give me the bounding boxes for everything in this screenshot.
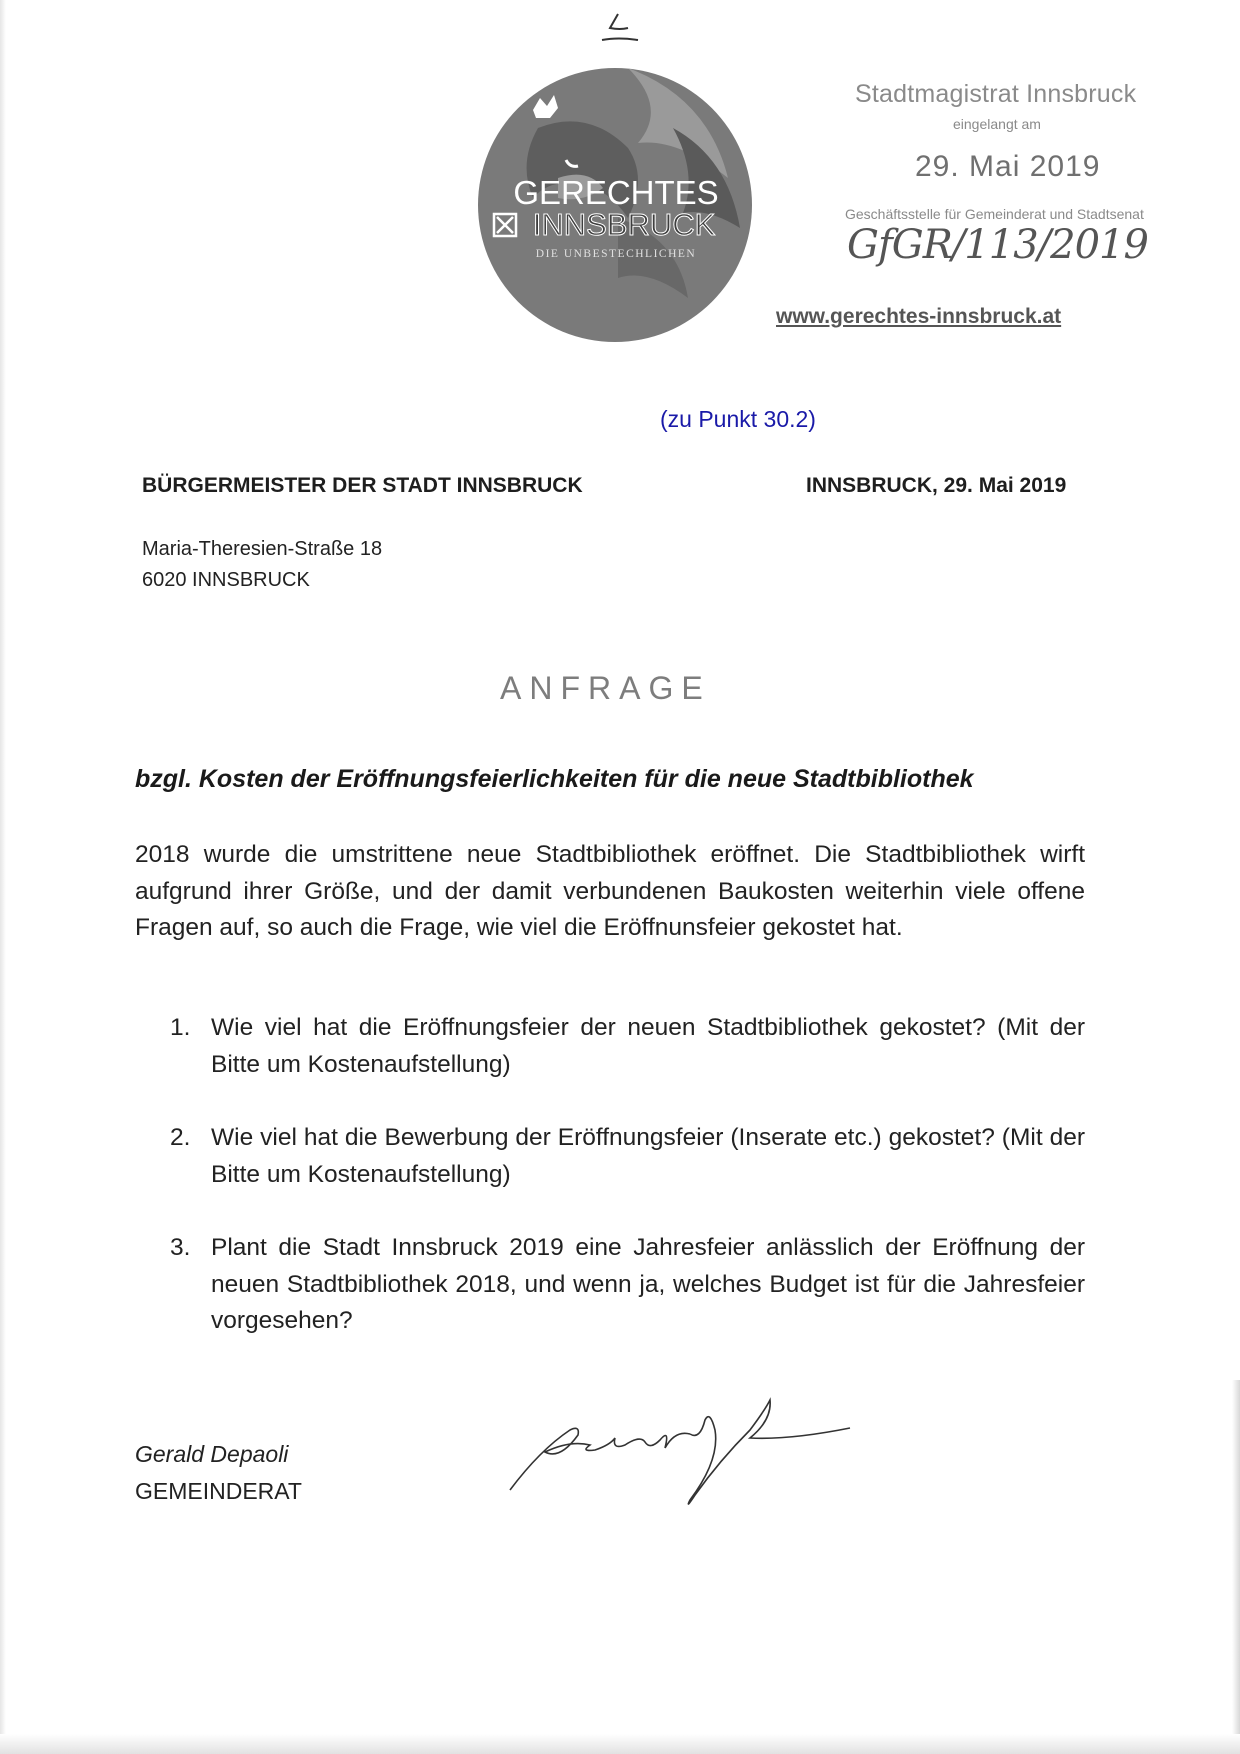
svg-text:INNSBRUCK: INNSBRUCK (532, 207, 716, 242)
page-edge-shadow (1232, 1380, 1240, 1754)
question-item (170, 1120, 1085, 1193)
address-city: 6020 INNSBRUCK (142, 569, 310, 591)
handwritten-mark (598, 10, 642, 46)
svg-text:DIE UNBESTECHLICHEN: DIE UNBESTECHLICHEN (535, 248, 697, 260)
page-edge-shadow (0, 1734, 1240, 1754)
recipient-title: BÜRGERMEISTER DER STADT INNSBRUCK (142, 474, 583, 497)
recipient-address (142, 534, 382, 596)
website-link[interactable]: www.gerechtes-innsbruck.at (776, 305, 1062, 328)
question-item (170, 1010, 1085, 1083)
stamp-reference: GfGR/113/2019 (847, 222, 1148, 268)
page-edge-shadow (0, 0, 6, 1754)
question-text: Wie viel hat die Eröffnungsfeier der neuen Stadtbibliothek gekostet? (Mit der Bitte um Kostenaufstellung) (211, 1014, 1085, 1078)
question-number: 3. (170, 1234, 191, 1261)
document-title: ANFRAGE (500, 670, 711, 706)
stamp-date: 29. Mai 2019 (915, 150, 1101, 183)
party-logo (478, 68, 752, 342)
signer-name: Gerald Depaoli (135, 1441, 289, 1467)
question-number: 2. (170, 1124, 191, 1151)
svg-text:GERECHTES: GERECHTES (513, 174, 719, 211)
signer-role: GEMEINDERAT (135, 1478, 302, 1504)
stamp-office: Geschäftsstelle für Gemeinderat und Stadtsenat (845, 206, 1144, 222)
stamp-received-label: eingelangt am (953, 116, 1041, 132)
stamp-organization: Stadtmagistrat Innsbruck (855, 80, 1137, 108)
address-street: Maria-Theresien-Straße 18 (142, 538, 383, 560)
handwritten-signature (500, 1390, 860, 1520)
question-number: 1. (170, 1014, 191, 1041)
reference-note: (zu Punkt 30.2) (660, 406, 816, 432)
question-text: Plant die Stadt Innsbruck 2019 eine Jahresfeier anlässlich der Eröffnung der neuen Stadtbibliothek 2018, und wenn ja, welches Budget ist für die Jahresfeier vorgesehen? (211, 1234, 1085, 1334)
intro-paragraph: 2018 wurde die umstrittene neue Stadtbibliothek eröffnet. Die Stadtbibliothek wirft aufgrund ihrer Größe, und der damit verbundenen Baukosten weiterhin viele offene Fragen auf, so auch die Frage, wie viel die Eröffnunsfeier gekostet hat. (135, 841, 1085, 941)
question-text: Wie viel hat die Bewerbung der Eröffnungsfeier (Inserate etc.) gekostet? (Mit der Bitte um Kostenaufstellung) (211, 1124, 1085, 1188)
question-item (170, 1230, 1085, 1340)
question-list (170, 1010, 1085, 1377)
place-date: INNSBRUCK, 29. Mai 2019 (806, 474, 1067, 497)
subject-line: bzgl. Kosten der Eröffnungsfeierlichkeiten für die neue Stadtbibliothek (135, 765, 974, 793)
